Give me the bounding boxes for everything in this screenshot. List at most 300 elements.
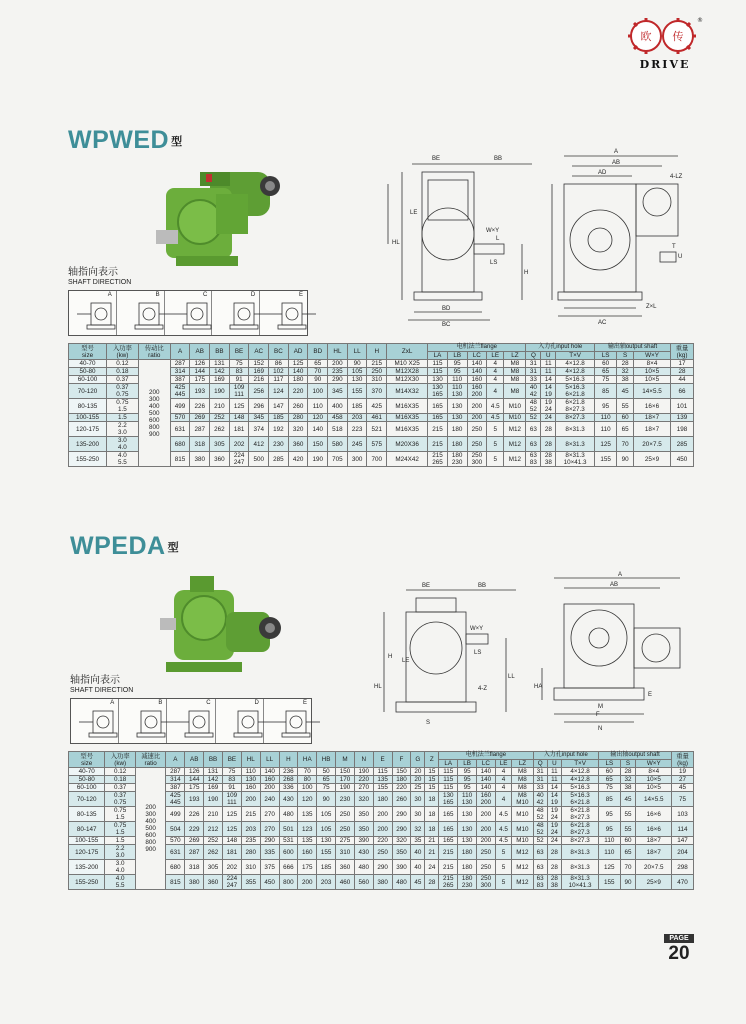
table-cell: 125: [222, 807, 241, 822]
cell-power: 3.0 4.0: [105, 860, 136, 875]
cell-size: 50-80: [69, 368, 107, 376]
table-cell: 461: [367, 414, 387, 422]
table-cell: M10: [512, 837, 533, 845]
table-cell: 65: [594, 368, 616, 376]
table-cell: 230: [269, 437, 289, 452]
wpwed-side-drawing: [382, 144, 542, 334]
svg-text:H: H: [388, 654, 393, 660]
table-cell: 5: [487, 437, 504, 452]
table-cell: 91: [222, 784, 241, 792]
table-cell: M10 X25: [387, 360, 428, 368]
table-cell: 458: [328, 414, 348, 422]
table-cell: 204: [672, 845, 694, 860]
table-cell: 260: [392, 792, 411, 807]
cell-power: 0.37: [105, 784, 136, 792]
table-cell: 135: [298, 837, 317, 845]
table-cell: 560: [354, 875, 373, 890]
table-cell: 500: [249, 452, 269, 467]
table-cell: 63 83: [533, 875, 547, 890]
col-weight: 重量 (kg): [672, 752, 694, 768]
table-cell: 28: [541, 437, 556, 452]
table-cell: 290: [392, 822, 411, 837]
table-cell: 28: [620, 768, 636, 776]
table-cell: 4.5: [495, 822, 511, 837]
table-cell: 4.5: [487, 414, 504, 422]
table-cell: 180: [447, 437, 467, 452]
table-cell: 4.5: [495, 837, 511, 845]
svg-text:A: A: [618, 572, 623, 578]
table-cell: 80: [298, 776, 317, 784]
table-cell: 310: [367, 376, 387, 384]
table-cell: 198: [671, 422, 694, 437]
table-cell: 140: [288, 368, 308, 376]
col-weight: 重量 (kg): [671, 344, 694, 360]
table-cell: 117: [269, 376, 289, 384]
table-cell: 19 24: [547, 822, 561, 837]
table-cell: 374: [249, 422, 269, 437]
table-cell: 70: [617, 437, 634, 452]
col-header: LB: [458, 760, 477, 768]
input-group-header: 入力孔input hole: [526, 344, 594, 352]
table-cell: 425: [367, 399, 387, 414]
table-cell: 210: [210, 399, 230, 414]
table-cell: 8×27.3: [562, 837, 599, 845]
table-cell: 250 300: [467, 452, 487, 467]
table-cell: 250: [367, 368, 387, 376]
table-cell: 95: [447, 360, 467, 368]
brand-wordmark: DRIVE: [639, 58, 691, 71]
table-cell: 125: [222, 822, 241, 837]
table-cell: 11: [547, 768, 561, 776]
output-group-header: 输出轴output shaft: [599, 752, 672, 760]
table-cell: 131: [204, 768, 223, 776]
col-header: HL: [241, 752, 260, 768]
table-cell: 5×16.3: [556, 376, 595, 384]
table-cell: 575: [367, 437, 387, 452]
table-cell: 40 42: [533, 792, 547, 807]
table-cell: 165: [439, 822, 458, 837]
table-cell: 215: [241, 807, 260, 822]
table-cell: 200: [373, 807, 392, 822]
table-cell: 200: [467, 414, 487, 422]
table-cell: 200: [260, 784, 279, 792]
col-power: 入功率 (kw): [107, 344, 139, 360]
table-cell: 48 52: [533, 807, 547, 822]
table-cell: 6×21.8 8×27.3: [556, 399, 595, 414]
cell-size: 60-100: [69, 376, 107, 384]
table-cell: 18: [425, 807, 439, 822]
cell-size: 120-175: [69, 845, 105, 860]
table-cell: 63: [533, 860, 547, 875]
table-cell: 521: [367, 422, 387, 437]
table-cell: 200: [477, 837, 496, 845]
table-cell: 5: [495, 845, 511, 860]
svg-text:LL: LL: [508, 674, 515, 680]
table-cell: 220: [392, 784, 411, 792]
svg-text:HL: HL: [374, 684, 382, 690]
table-cell: 140: [467, 360, 487, 368]
col-header: W×Y: [633, 352, 670, 360]
col-header: Q: [533, 760, 547, 768]
table-cell: M12X28: [387, 368, 428, 376]
table-cell: 100: [308, 384, 328, 399]
table-cell: 65: [317, 776, 336, 784]
table-cell: 5×16.3 6×21.8: [562, 792, 599, 807]
wpwed-spec-table: [68, 343, 694, 467]
table-cell: 4: [487, 376, 504, 384]
shaft-direction-letter: D: [250, 292, 256, 298]
col-header: A: [166, 752, 185, 768]
col-header: BD: [308, 344, 328, 360]
table-cell: 220: [373, 837, 392, 845]
table-cell: 18: [425, 792, 439, 807]
table-cell: 85: [599, 792, 620, 807]
col-header: A: [170, 344, 190, 360]
table-cell: 63 83: [526, 452, 541, 467]
table-cell: 580: [328, 437, 348, 452]
table-cell: 345: [328, 384, 348, 399]
table-cell: 287: [190, 422, 210, 437]
table-cell: 28 38: [547, 875, 561, 890]
table-cell: 130 165: [439, 792, 458, 807]
table-cell: 5: [487, 452, 504, 467]
table-cell: 298: [672, 860, 694, 875]
shaft-direction-c: [167, 699, 215, 743]
cell-power: 0.18: [107, 368, 139, 376]
table-cell: 387: [166, 784, 185, 792]
cell-size: 70-120: [69, 792, 105, 807]
table-cell: 130: [458, 807, 477, 822]
shaft-direction-letter: D: [254, 700, 259, 706]
col-header: Z: [425, 752, 439, 768]
table-cell: 135: [373, 776, 392, 784]
wpwed-shaft-direction-strip: [68, 290, 308, 336]
table-cell: 212: [204, 822, 223, 837]
table-row: [69, 360, 694, 368]
table-cell: 63: [526, 422, 541, 437]
col-header: BC: [269, 344, 289, 360]
table-cell: 631: [170, 422, 190, 437]
table-cell: 215: [428, 437, 448, 452]
table-cell: 202: [222, 860, 241, 875]
table-cell: 55: [620, 822, 636, 837]
table-cell: 160: [467, 376, 487, 384]
table-cell: 110: [594, 414, 616, 422]
wpeda-side-drawing: [366, 578, 526, 738]
table-cell: 570: [166, 837, 185, 845]
table-cell: 25×9: [636, 875, 672, 890]
table-cell: 140: [477, 768, 496, 776]
table-cell: 815: [170, 452, 190, 467]
table-cell: 140: [467, 368, 487, 376]
col-header: N: [354, 752, 373, 768]
table-cell: 287: [185, 845, 204, 860]
col-power: 入功率 (kw): [105, 752, 136, 768]
table-cell: 14×5.5: [636, 792, 672, 807]
table-cell: 115: [428, 360, 448, 368]
table-cell: 16×6: [636, 822, 672, 837]
table-cell: 60: [599, 768, 620, 776]
svg-text:F: F: [596, 712, 600, 718]
table-cell: M10: [504, 399, 526, 414]
table-cell: 336: [279, 784, 298, 792]
table-cell: 18×7: [636, 837, 672, 845]
table-cell: 345: [249, 414, 269, 422]
col-header: LB: [447, 352, 467, 360]
shaft-direction-c: [165, 291, 213, 335]
table-cell: 193: [185, 792, 204, 807]
table-cell: 131: [210, 360, 230, 368]
table-cell: 75: [229, 360, 249, 368]
table-cell: 420: [288, 452, 308, 467]
table-cell: 28: [617, 360, 634, 368]
svg-text:传: 传: [672, 30, 684, 43]
table-cell: 360: [204, 875, 223, 890]
table-cell: 5×16.3 6×21.8: [556, 384, 595, 399]
table-cell: 95: [447, 368, 467, 376]
table-cell: 460: [336, 875, 355, 890]
table-cell: 165: [439, 807, 458, 822]
table-cell: 215: [439, 845, 458, 860]
table-cell: 203: [241, 822, 260, 837]
table-cell: 800: [279, 875, 298, 890]
table-cell: 110: [599, 845, 620, 860]
table-cell: 115: [439, 776, 458, 784]
table-cell: 235: [328, 368, 348, 376]
table-cell: 290: [328, 376, 348, 384]
table-cell: 18×7: [633, 422, 670, 437]
col-header: U: [541, 352, 556, 360]
table-cell: 360: [336, 860, 355, 875]
table-cell: 21: [425, 845, 439, 860]
table-cell: 425 445: [166, 792, 185, 807]
table-cell: 95: [599, 822, 620, 837]
table-cell: 215 265: [439, 875, 458, 890]
col-header: M: [336, 752, 355, 768]
col-header: H: [279, 752, 298, 768]
table-cell: 28: [547, 845, 561, 860]
col-header: BE: [229, 344, 249, 360]
table-row: [69, 768, 694, 776]
table-cell: 390: [392, 860, 411, 875]
table-cell: 185: [317, 860, 336, 875]
table-cell: 11: [541, 368, 556, 376]
table-cell: 570: [170, 414, 190, 422]
table-cell: 499: [166, 807, 185, 822]
table-cell: 110: [241, 768, 260, 776]
table-cell: 531: [279, 837, 298, 845]
input-group-header: 入力孔input hole: [533, 752, 599, 760]
table-cell: 144: [190, 368, 210, 376]
table-cell: 223: [347, 422, 367, 437]
table-cell: 181: [229, 422, 249, 437]
wpwed-shaft-direction-label: 轴指向表示 SHAFT DIRECTION: [68, 267, 132, 286]
table-cell: 155: [373, 784, 392, 792]
table-cell: 290: [373, 860, 392, 875]
cell-size: 80-135: [69, 399, 107, 414]
table-cell: M12: [504, 437, 526, 452]
table-cell: 139: [671, 414, 694, 422]
table-cell: 95: [594, 399, 616, 414]
shaft-direction-d: [212, 291, 260, 335]
table-cell: 4: [495, 776, 511, 784]
gearbox-outline-icon: [268, 705, 326, 739]
table-cell: 380: [185, 875, 204, 890]
cell-power: 0.75 1.5: [107, 399, 139, 414]
table-cell: M10: [504, 414, 526, 422]
table-cell: 48 52: [533, 822, 547, 837]
col-header: ZxL: [387, 344, 428, 360]
table-cell: 262: [204, 845, 223, 860]
table-cell: 504: [166, 822, 185, 837]
table-cell: 130: [347, 376, 367, 384]
col-header: LC: [467, 352, 487, 360]
table-cell: M10: [512, 822, 533, 837]
table-cell: 200: [373, 822, 392, 837]
table-cell: 175: [185, 784, 204, 792]
table-cell: 160: [241, 784, 260, 792]
table-cell: 45: [620, 792, 636, 807]
table-cell: 105: [317, 807, 336, 822]
wpeda-shaft-direction-strip: [70, 698, 312, 744]
col-header: F: [392, 752, 411, 768]
table-cell: 130: [241, 776, 260, 784]
table-cell: 296: [249, 399, 269, 414]
table-cell: 425 445: [170, 384, 190, 399]
col-header: LA: [428, 352, 448, 360]
table-cell: 20: [411, 768, 425, 776]
table-cell: 148: [229, 414, 249, 422]
table-cell: 4×12.8: [556, 360, 595, 368]
table-cell: 6×21.8 8×27.3: [562, 807, 599, 822]
table-cell: 215: [439, 860, 458, 875]
table-cell: 33: [526, 376, 541, 384]
table-cell: 33: [533, 784, 547, 792]
cell-size: 100-155: [69, 837, 105, 845]
svg-text:N: N: [598, 726, 603, 732]
table-cell: 480: [392, 875, 411, 890]
table-cell: 140: [260, 768, 279, 776]
table-cell: M8: [512, 776, 533, 784]
table-cell: M24X42: [387, 452, 428, 467]
table-cell: 260: [288, 399, 308, 414]
table-cell: 65: [620, 845, 636, 860]
col-header: U: [547, 760, 561, 768]
col-header: HB: [317, 752, 336, 768]
table-cell: 270: [260, 822, 279, 837]
table-cell: 60: [620, 837, 636, 845]
table-cell: 250: [336, 807, 355, 822]
table-cell: M20X36: [387, 437, 428, 452]
table-cell: 110: [599, 837, 620, 845]
table-cell: 320: [354, 792, 373, 807]
col-header: G: [411, 752, 425, 768]
table-cell: 155: [594, 452, 616, 467]
table-cell: 160 200: [467, 384, 487, 399]
table-cell: 700: [367, 452, 387, 467]
table-cell: 60: [594, 360, 616, 368]
table-cell: 600: [279, 845, 298, 860]
table-cell: 305: [210, 437, 230, 452]
col-header: S: [617, 352, 634, 360]
col-header: T×V: [562, 760, 599, 768]
svg-text:AC: AC: [598, 320, 607, 326]
table-cell: 25×9: [633, 452, 670, 467]
table-cell: 226: [190, 399, 210, 414]
table-cell: 115: [439, 768, 458, 776]
shaft-direction-letter: B: [158, 700, 163, 706]
table-cell: 245: [347, 437, 367, 452]
col-header: BB: [204, 752, 223, 768]
table-cell: 165: [439, 837, 458, 845]
table-cell: 250: [373, 845, 392, 860]
table-cell: 144: [185, 776, 204, 784]
table-cell: 8×4: [633, 360, 670, 368]
table-cell: 169: [249, 368, 269, 376]
col-header: LS: [599, 760, 620, 768]
table-cell: 55: [620, 807, 636, 822]
svg-text:T: T: [672, 244, 676, 250]
svg-text:HL: HL: [392, 240, 400, 246]
shaft-direction-letter: E: [303, 700, 308, 706]
table-cell: 25: [411, 784, 425, 792]
svg-text:LE: LE: [410, 210, 418, 216]
shaft-direction-a: [69, 291, 117, 335]
table-cell: 250: [477, 845, 496, 860]
svg-text:U: U: [678, 254, 683, 260]
svg-text:E: E: [648, 692, 653, 698]
table-cell: 180: [392, 776, 411, 784]
cell-power: 0.12: [107, 360, 139, 368]
table-cell: 110: [308, 399, 328, 414]
table-cell: 101: [671, 399, 694, 414]
svg-text:AB: AB: [612, 160, 621, 166]
table-cell: 95: [599, 807, 620, 822]
table-cell: 250: [336, 822, 355, 837]
shaft-direction-letter: E: [298, 292, 303, 298]
table-cell: 45: [411, 875, 425, 890]
table-cell: 24: [547, 837, 561, 845]
table-cell: 430: [354, 845, 373, 860]
table-cell: 142: [210, 368, 230, 376]
table-cell: 65: [308, 360, 328, 368]
table-cell: 305: [204, 860, 223, 875]
svg-text:LE: LE: [402, 658, 410, 664]
table-cell: M8: [504, 360, 526, 368]
table-cell: 5×16.3: [562, 784, 599, 792]
table-cell: M10: [512, 807, 533, 822]
table-cell: M8: [512, 768, 533, 776]
table-cell: 200: [477, 822, 496, 837]
cell-size: 40-70: [69, 768, 105, 776]
shaft-direction-letter: A: [107, 292, 112, 298]
table-cell: 95: [458, 776, 477, 784]
table-cell: 114: [672, 822, 694, 837]
table-cell: 190: [336, 784, 355, 792]
table-cell: 450: [260, 875, 279, 890]
col-model: 型号 size: [69, 752, 105, 768]
table-cell: M12: [512, 845, 533, 860]
svg-text:BB: BB: [478, 583, 487, 589]
table-cell: 150: [336, 768, 355, 776]
table-cell: 14: [547, 784, 561, 792]
table-cell: 75: [599, 784, 620, 792]
table-cell: 115: [373, 768, 392, 776]
table-cell: 50: [317, 768, 336, 776]
table-cell: M8: [512, 784, 533, 792]
col-header: LL: [260, 752, 279, 768]
col-header: AC: [249, 344, 269, 360]
